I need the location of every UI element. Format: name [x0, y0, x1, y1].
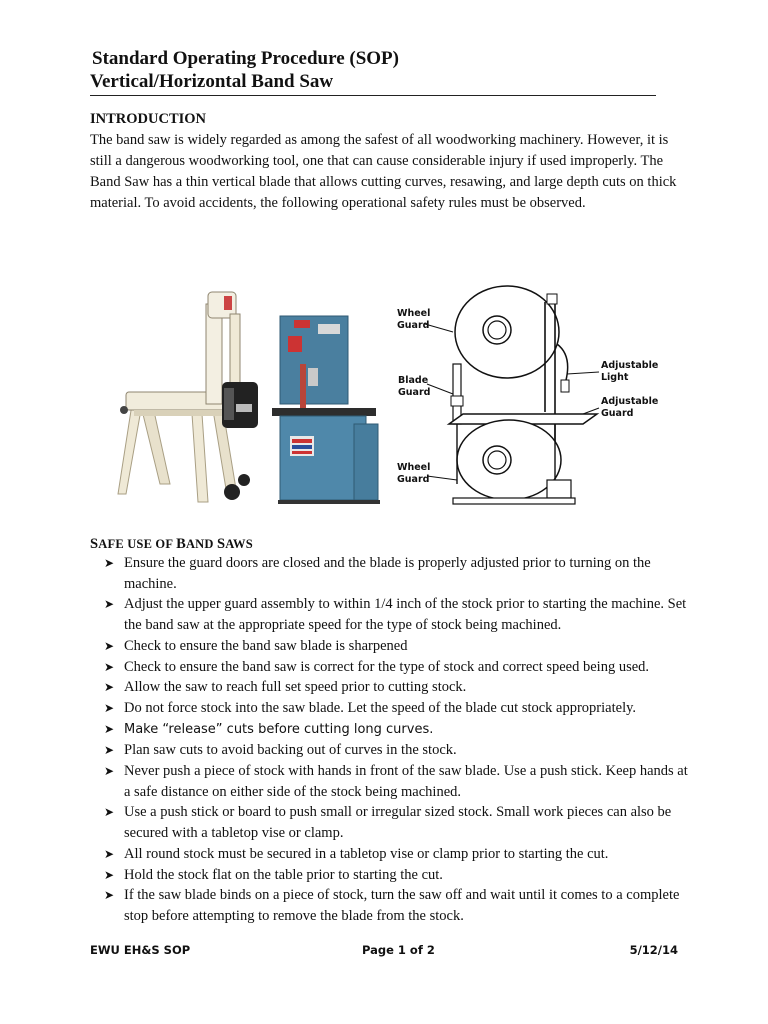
arrow-bullet-icon: ➤ — [104, 721, 115, 736]
vertical-band-saw-image — [264, 284, 392, 520]
label-wheel-guard-bottom: Wheel — [397, 462, 431, 473]
arrow-bullet-icon: ➤ — [104, 597, 115, 612]
arrow-bullet-icon: ➤ — [104, 888, 115, 903]
arrow-bullet-icon: ➤ — [104, 680, 115, 695]
label-adjustable-guard: Guard — [601, 408, 634, 419]
arrow-bullet-icon: ➤ — [104, 846, 115, 861]
list-item: ➤ Check to ensure the band saw blade is sharpened — [104, 636, 694, 657]
list-item: ➤ Never push a piece of stock with hands in front of the saw blade. Use a push stick. Keep hands at a safe distance on either side of the stock being machined. — [104, 763, 688, 800]
list-item: ➤ Do not force stock into the saw blade. Let the speed of the blade cut stock appropriately. — [104, 698, 694, 719]
page-subtitle: Vertical/Horizontal Band Saw — [90, 71, 334, 92]
label-blade-guard: Guard — [398, 387, 431, 398]
list-item: ➤ Allow the saw to reach full set speed prior to cutting stock. — [104, 677, 694, 698]
label-adjustable-light: Light — [601, 372, 629, 383]
list-item: ➤ Ensure the guard doors are closed and the blade is properly adjusted prior to turning on the machine. — [104, 555, 651, 592]
intro-paragraph: The band saw is widely regarded as among the safest of all woodworking machinery. However, it is still a dangerous woodworking tool, one that can cause considerable injury if used improperly. The Band Saw has a thin vertical blade that allows cutting curves, resawing, and large depth cuts on thick material. To avoid accidents, the following operational safety rules must be observed. — [90, 132, 677, 211]
arrow-bullet-icon: ➤ — [104, 764, 115, 779]
intro-heading: INTRODUCTION — [90, 111, 207, 127]
arrow-bullet-icon: ➤ — [104, 867, 115, 882]
arrow-bullet-icon: ➤ — [104, 805, 115, 820]
list-item: ➤ If the saw blade binds on a piece of stock, turn the saw off and wait until it comes to a complete stop before attempting to remove the blade from the stock. — [104, 887, 680, 924]
arrow-bullet-icon: ➤ — [104, 638, 115, 653]
list-item: ➤ All round stock must be secured in a tabletop vise or clamp prior to starting the cut. — [104, 844, 694, 865]
label-wheel-guard-top: Guard — [397, 320, 430, 331]
band-saw-parts-diagram — [397, 286, 658, 504]
list-item: ➤ Hold the stock flat on the table prior to starting the cut. — [104, 865, 694, 886]
title-rule — [90, 95, 656, 96]
arrow-bullet-icon: ➤ — [104, 743, 115, 758]
label-wheel-guard-top: Wheel — [397, 308, 431, 319]
arrow-bullet-icon: ➤ — [104, 659, 115, 674]
label-adjustable-guard: Adjustable — [601, 396, 659, 407]
horizontal-band-saw-image — [112, 284, 262, 520]
page-title: Standard Operating Procedure (SOP) — [92, 48, 399, 69]
label-blade-guard: Blade — [398, 375, 429, 386]
label-wheel-guard-bottom: Guard — [397, 474, 430, 485]
list-item: ➤ Adjust the upper guard assembly to within 1/4 inch of the stock prior to starting the machine. Set the band saw at the appropriate speed for the type of stock being machined. — [104, 596, 687, 634]
safety-rules-list — [104, 553, 694, 927]
footer-date: 5/12/14 — [629, 943, 678, 957]
list-item: ➤ Check to ensure the band saw is correct for the type of stock and correct speed being used. — [104, 657, 694, 678]
footer-source: EWU EH&S SOP — [90, 943, 191, 957]
list-item: ➤ Make “release” cuts before cutting long curves. — [104, 719, 694, 741]
footer-page-number: Page 1 of 2 — [362, 943, 435, 957]
safe-use-heading: SAFE USE OF BAND SAWS — [90, 536, 253, 552]
arrow-bullet-icon: ➤ — [104, 700, 115, 715]
band-saw-figures — [112, 284, 659, 520]
list-item: ➤ Plan saw cuts to avoid backing out of curves in the stock. — [104, 740, 694, 761]
label-adjustable-light: Adjustable — [601, 360, 659, 371]
page-footer — [90, 943, 678, 963]
list-item: ➤ Use a push stick or board to push small or irregular sized stock. Small work pieces can also be secured with a tabletop vise or clamp. — [104, 804, 672, 842]
arrow-bullet-icon: ➤ — [104, 556, 115, 570]
